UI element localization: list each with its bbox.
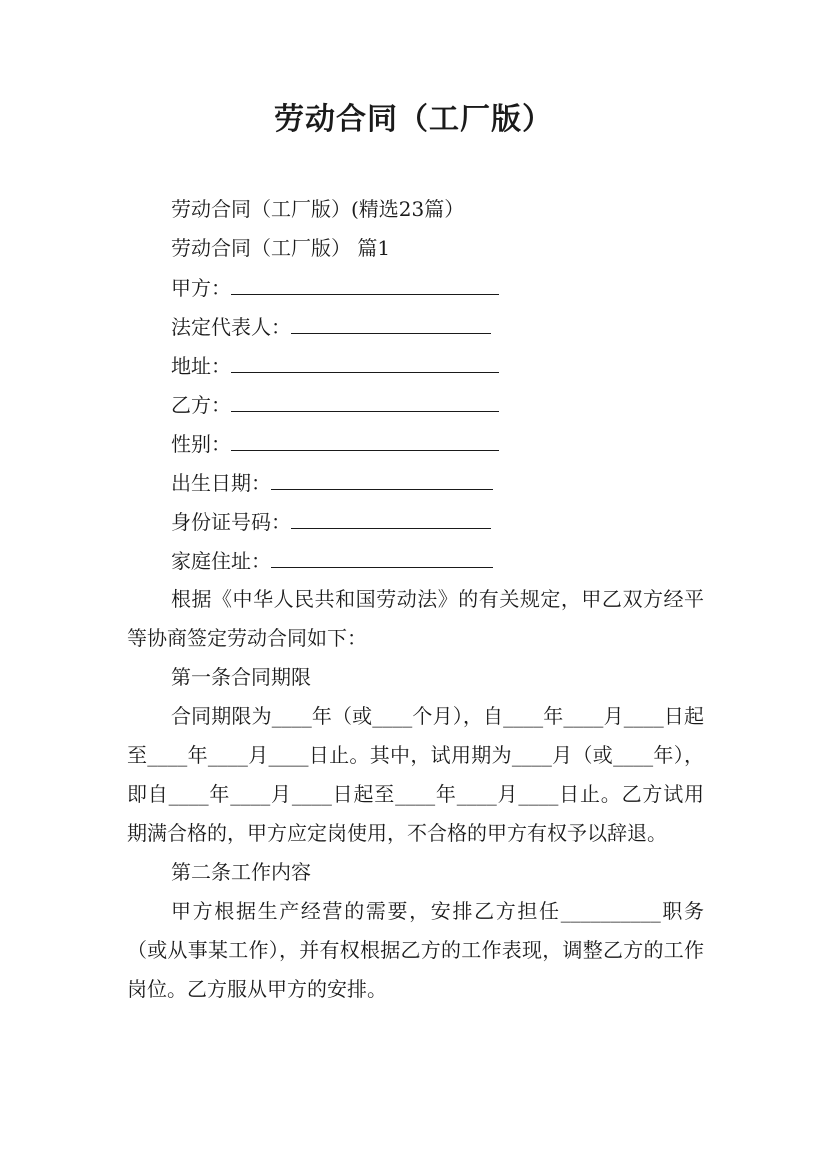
field-id-number [127,502,704,541]
field-gender-label: 性别： [171,432,231,456]
article-2-heading: 第二条工作内容 [171,860,311,884]
field-gender-blank [231,424,499,451]
field-party-b [127,385,704,424]
field-gender [127,424,704,463]
field-birth-date-blank [271,463,493,490]
document-subtitle: 劳动合同（工厂版）(精选23篇） [171,197,465,221]
article-2-body: 甲方根据生产经营的需要，安排乙方担任__________职务（或从事某工作），并有权根据乙方的工作表现，调整乙方的工作岗位。乙方服从甲方的安排。 [127,899,704,1001]
field-legal-rep-label: 法定代表人： [171,315,291,339]
field-birth-date-label: 出生日期： [171,471,271,495]
section-heading: 劳动合同（工厂版） 篇1 [171,236,391,260]
field-id-number-blank [291,502,491,529]
field-birth-date [127,463,704,502]
field-home-address [127,541,704,580]
field-party-a-label: 甲方： [171,276,231,300]
document-body [127,190,704,1009]
field-party-a-blank [231,268,499,295]
document-title: 劳动合同（工厂版） [274,102,553,137]
field-home-address-blank [271,541,493,568]
intro-paragraph: 根据《中华人民共和国劳动法》的有关规定，甲乙双方经平等协商签定劳动合同如下： [127,587,704,650]
field-address [127,346,704,385]
field-legal-rep-blank [291,307,491,334]
article-1-heading: 第一条合同期限 [171,665,311,689]
field-address-label: 地址： [171,354,231,378]
field-party-b-label: 乙方： [171,393,231,417]
field-party-b-blank [231,385,499,412]
field-legal-rep [127,307,704,346]
field-home-address-label: 家庭住址： [171,549,271,573]
field-address-blank [231,346,499,373]
field-party-a [127,268,704,307]
article-1-body: 合同期限为____年（或____个月），自____年____月____日起至____年____月____日止。其中，试用期为____月（或____年），即自____年____月____日起至____年____月____日止。乙方试用期满合格的，甲方应定岗使用，不合格的甲方有权予以辞退。 [127,704,704,845]
field-id-number-label: 身份证号码： [171,510,291,534]
